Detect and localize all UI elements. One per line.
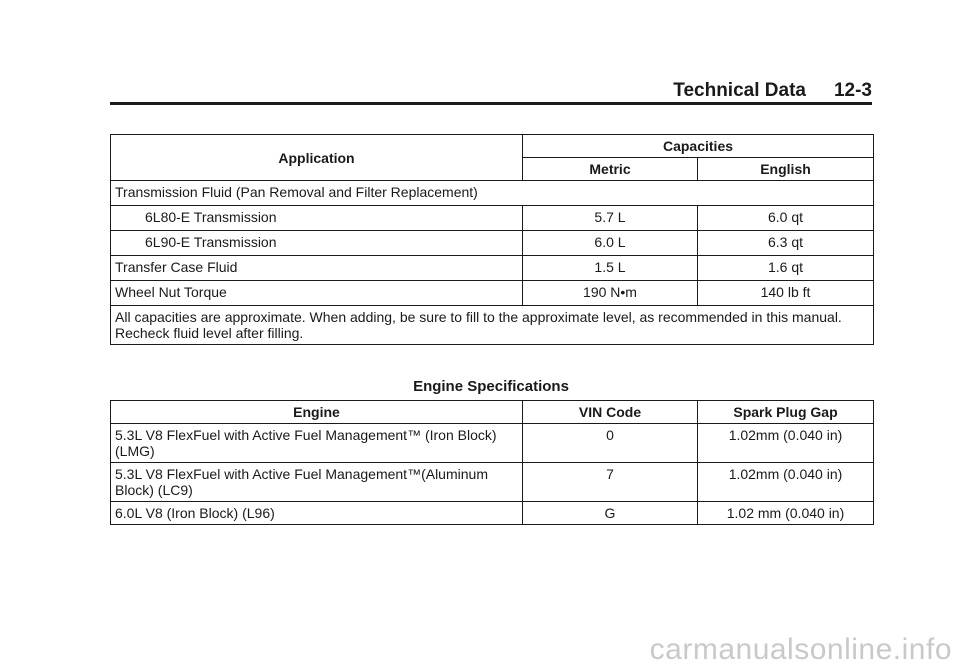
table-row xyxy=(111,281,874,306)
header-metric: Metric xyxy=(523,158,698,181)
page-number: 12-3 xyxy=(833,80,872,101)
table-row xyxy=(111,502,874,525)
row-vin: G xyxy=(523,502,698,525)
row-metric: 1.5 L xyxy=(523,256,698,281)
header-vin-code: VIN Code xyxy=(523,401,698,424)
engine-specs-caption: Engine Specifications xyxy=(413,378,569,395)
table-row xyxy=(111,463,874,502)
row-metric: 5.7 L xyxy=(523,206,698,231)
header-english: English xyxy=(698,158,874,181)
row-english: 1.6 qt xyxy=(698,256,874,281)
table-row xyxy=(111,424,874,463)
row-engine: 5.3L V8 FlexFuel with Active Fuel Management™(Aluminum Block) (LC9) xyxy=(111,463,523,502)
table-row xyxy=(111,256,874,281)
row-gap: 1.02mm (0.040 in) xyxy=(698,424,874,463)
table-row xyxy=(111,181,874,206)
row-label: 6L90-E Transmission xyxy=(111,231,523,256)
watermark: carmanualsonline.info xyxy=(649,633,952,666)
engine-specs-table xyxy=(110,400,874,525)
header-rule xyxy=(110,102,872,105)
header-spark-plug-gap: Spark Plug Gap xyxy=(698,401,874,424)
row-english: 6.3 qt xyxy=(698,231,874,256)
table-row xyxy=(111,306,874,345)
section-label: Transmission Fluid (Pan Removal and Filter Replacement) xyxy=(111,181,874,206)
section-title: Technical Data xyxy=(673,80,806,101)
table-row xyxy=(111,206,874,231)
row-engine: 5.3L V8 FlexFuel with Active Fuel Management™ (Iron Block) (LMG) xyxy=(111,424,523,463)
row-gap: 1.02mm (0.040 in) xyxy=(698,463,874,502)
row-english: 140 lb ft xyxy=(698,281,874,306)
row-label: 6L80-E Transmission xyxy=(111,206,523,231)
header-capacities: Capacities xyxy=(523,135,874,158)
row-label: Transfer Case Fluid xyxy=(111,256,523,281)
capacities-note: All capacities are approximate. When adding, be sure to fill to the approximate level, as recommended in this manual. Recheck fluid level after filling. xyxy=(111,306,874,345)
row-engine: 6.0L V8 (Iron Block) (L96) xyxy=(111,502,523,525)
header-engine: Engine xyxy=(111,401,523,424)
row-gap: 1.02 mm (0.040 in) xyxy=(698,502,874,525)
capacities-table xyxy=(110,134,874,345)
row-metric: 190 N•m xyxy=(523,281,698,306)
row-metric: 6.0 L xyxy=(523,231,698,256)
row-vin: 0 xyxy=(523,424,698,463)
table-row xyxy=(111,231,874,256)
header-application: Application xyxy=(111,135,523,181)
row-vin: 7 xyxy=(523,463,698,502)
row-english: 6.0 qt xyxy=(698,206,874,231)
row-label: Wheel Nut Torque xyxy=(111,281,523,306)
page-header xyxy=(110,80,872,102)
